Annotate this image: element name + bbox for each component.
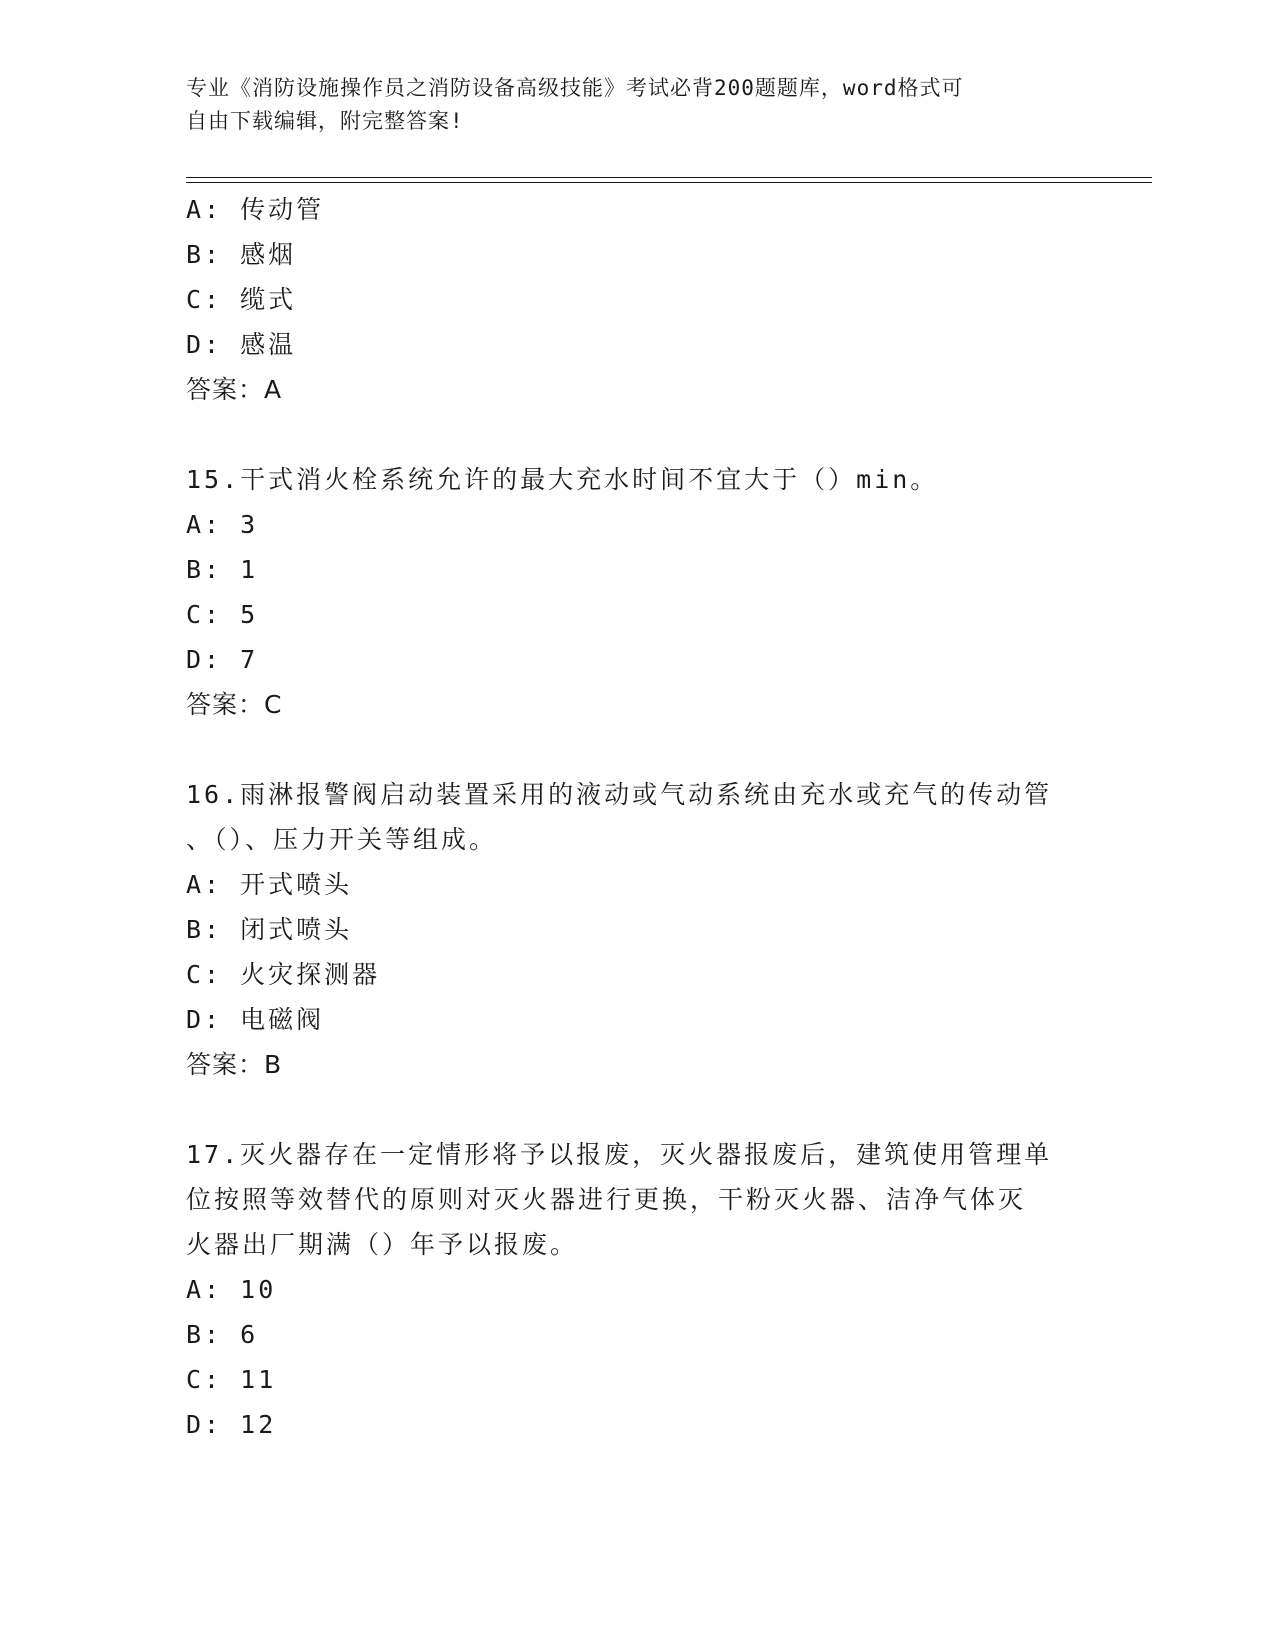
q16-answer: 答案：B (186, 1050, 283, 1079)
q15-option-a: A: 3 (186, 510, 259, 539)
q14-option-a: A: 传动管 (186, 195, 325, 224)
q14-option-d: D: 感温 (186, 330, 297, 359)
header-rule-bottom (186, 182, 1152, 183)
q15-stem: 15.干式消火栓系统允许的最大充水时间不宜大于（）min。 (186, 465, 939, 494)
q17-option-c: C: 11 (186, 1365, 277, 1394)
q15-option-d: D: 7 (186, 645, 259, 674)
q17-option-a: A: 10 (186, 1275, 277, 1304)
q17-stem-line-3: 火器出厂期满（）年予以报废。 (186, 1230, 579, 1259)
q16-option-d: D: 电磁阀 (186, 1005, 325, 1034)
header-line-2: 自由下载编辑，附完整答案! (186, 109, 464, 133)
q17-option-d: D: 12 (186, 1410, 277, 1439)
q15-option-c: C: 5 (186, 600, 259, 629)
q17-stem-line-2: 位按照等效替代的原则对灭火器进行更换，干粉灭火器、洁净气体灭 (186, 1185, 1027, 1214)
q14-answer: 答案：A (186, 375, 283, 404)
q16-option-b: B: 闭式喷头 (186, 915, 353, 944)
q16-option-a: A: 开式喷头 (186, 870, 353, 899)
q17-option-b: B: 6 (186, 1320, 259, 1349)
q14-option-b: B: 感烟 (186, 240, 297, 269)
q17-stem-line-1: 17.灭火器存在一定情形将予以报废，灭火器报废后，建筑使用管理单 (186, 1140, 1053, 1169)
q16-option-c: C: 火灾探测器 (186, 960, 381, 989)
document-header (186, 72, 1066, 138)
q16-stem-line-1: 16.雨淋报警阀启动装置采用的液动或气动系统由充水或充气的传动管 (186, 780, 1053, 809)
q14-option-c: C: 缆式 (186, 285, 297, 314)
header-line-1: 专业《消防设施操作员之消防设备高级技能》考试必背200题题库，word格式可 (186, 76, 964, 100)
header-rule-top (186, 177, 1152, 178)
q15-answer: 答案：C (186, 690, 283, 719)
q16-stem-line-2: 、（）、压力开关等组成。 (186, 825, 498, 854)
q15-option-b: B: 1 (186, 555, 259, 584)
